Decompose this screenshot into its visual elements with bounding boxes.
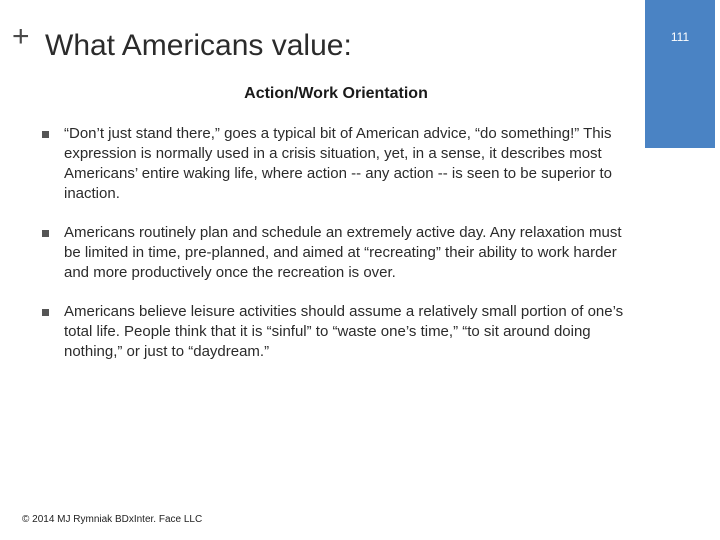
square-bullet-icon bbox=[42, 230, 49, 237]
square-bullet-icon bbox=[42, 309, 49, 316]
bullet-item bbox=[42, 302, 642, 362]
slide-subtitle: Action/Work Orientation bbox=[244, 85, 428, 102]
slide-title: What Americans value: bbox=[45, 29, 352, 62]
square-bullet-icon bbox=[42, 131, 49, 138]
plus-icon: + bbox=[12, 20, 30, 53]
bullet-text: “Don’t just stand there,” goes a typical bit of American advice, “do something!” This expression is normally used in a crisis situation, yet, in a sense, it describes most Americans’ entire waking life, where action -- any action -- is seen to be superior to inaction. bbox=[64, 125, 613, 202]
bullet-text: Americans routinely plan and schedule an extremely active day. Any relaxation must be limited in time, pre-planned, and aimed at “recreating” their ability to work harder and more productively once the recreation is over. bbox=[64, 224, 622, 281]
bullet-list bbox=[42, 124, 642, 381]
bullet-text: Americans believe leisure activities should assume a relatively small portion of one’s total life. People think that it is “sinful” to “waste one’s time,” “to sit around doing nothing,” or just to “daydream.” bbox=[64, 303, 624, 360]
slide-number: 111 bbox=[670, 30, 690, 44]
bullet-item bbox=[42, 124, 642, 204]
bullet-item bbox=[42, 223, 642, 283]
copyright-footer: © 2014 MJ Rymniak BDxInter. Face LLC bbox=[22, 514, 203, 525]
slide-number-bar bbox=[645, 0, 715, 148]
